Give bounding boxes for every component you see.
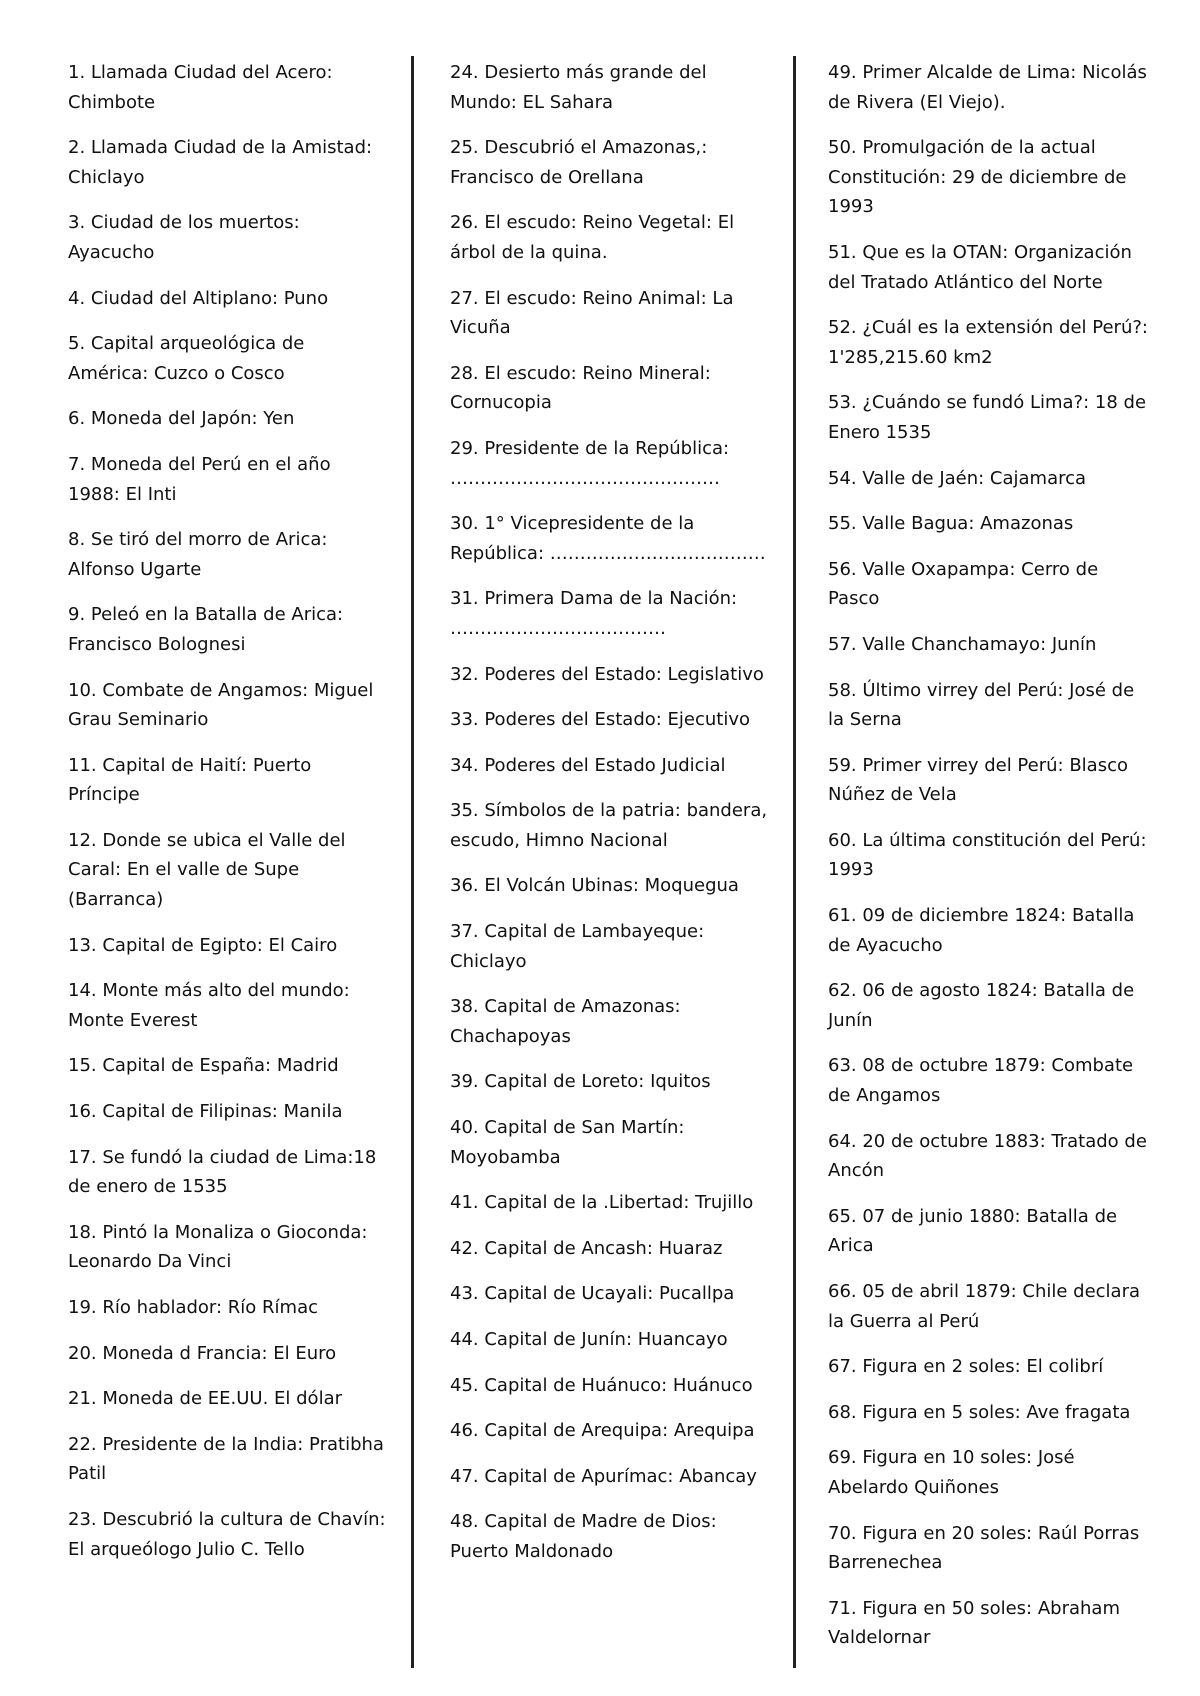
list-item: 3. Ciudad de los muertos: Ayacucho — [68, 212, 300, 263]
list-item: 30. 1° Vicepresidente de la República: ……………………………… — [450, 513, 766, 564]
list-item: 69. Figura en 10 soles: José Abelardo Quiñones — [828, 1447, 1075, 1498]
list-item: 56. Valle Oxapampa: Cerro de Pasco — [828, 558, 1099, 610]
list-item: 11. Capital de Haití: Puerto Príncipe — [68, 754, 312, 806]
list-item: 61. 09 de diciembre 1824: Batalla de Ayacucho — [828, 905, 1135, 956]
list-item: 37. Capital de Lambayeque: Chiclayo — [450, 921, 705, 972]
list-item: 12. Donde se ubica el Valle del Caral: En el valle de Supe (Barranca) — [68, 829, 346, 911]
column-divider-left — [411, 56, 414, 1668]
list-item: 32. Poderes del Estado: Legislativo — [450, 663, 764, 685]
list-item: 68. Figura en 5 soles: Ave fragata — [828, 1401, 1131, 1423]
list-item: 2. Llamada Ciudad de la Amistad: Chiclayo — [68, 137, 373, 188]
column-2 — [450, 58, 770, 1583]
list-item: 26. El escudo: Reino Vegetal: El árbol de la quina. — [450, 212, 735, 263]
list-item: 65. 07 de junio 1880: Batalla de Arica — [828, 1205, 1118, 1257]
list-item: 21. Moneda de EE.UU. El dólar — [68, 1388, 342, 1410]
list-item: 66. 05 de abril 1879: Chile declara la Guerra al Perú — [828, 1281, 1141, 1332]
list-item: 64. 20 de octubre 1883: Tratado de Ancón — [828, 1130, 1147, 1182]
column-3 — [828, 58, 1148, 1669]
list-item: 49. Primer Alcalde de Lima: Nicolás de Rivera (El Viejo). — [828, 62, 1147, 113]
list-item: 53. ¿Cuándo se fundó Lima?: 18 de Enero 1535 — [828, 392, 1147, 443]
list-item: 36. El Volcán Ubinas: Moquegua — [450, 875, 739, 897]
list-item: 17. Se fundó la ciudad de Lima:18 de enero de 1535 — [68, 1146, 377, 1198]
list-item: 1. Llamada Ciudad del Acero: Chimbote — [68, 62, 333, 113]
list-item: 58. Último virrey del Perú: José de la Serna — [828, 679, 1135, 731]
list-item: 8. Se tiró del morro de Arica: Alfonso Ugarte — [68, 529, 328, 580]
list-item: 34. Poderes del Estado Judicial — [450, 754, 726, 776]
list-item: 20. Moneda d Francia: El Euro — [68, 1342, 337, 1364]
list-item: 24. Desierto más grande del Mundo: EL Sahara — [450, 62, 707, 113]
list-item: 63. 08 de octubre 1879: Combate de Angamos — [828, 1055, 1134, 1107]
list-item: 59. Primer virrey del Perú: Blasco Núñez de Vela — [828, 754, 1128, 806]
list-item: 33. Poderes del Estado: Ejecutivo — [450, 709, 751, 731]
list-item: 27. El escudo: Reino Animal: La Vicuña — [450, 287, 734, 339]
list-item: 6. Moneda del Japón: Yen — [68, 408, 295, 430]
list-item: 44. Capital de Junín: Huancayo — [450, 1329, 728, 1350]
column-divider-right — [793, 56, 796, 1668]
list-item: 38. Capital de Amazonas: Chachapoyas — [450, 996, 681, 1047]
list-item: 41. Capital de la .Libertad: Trujillo — [450, 1192, 754, 1214]
list-item: 48. Capital de Madre de Dios: Puerto Maldonado — [450, 1511, 717, 1562]
list-item: 71. Figura en 50 soles: Abraham Valdelornar — [828, 1597, 1120, 1649]
list-item: 62. 06 de agosto 1824: Batalla de Junín — [828, 980, 1135, 1031]
list-item: 10. Combate de Angamos: Miguel Grau Seminario — [68, 679, 374, 731]
list-item: 15. Capital de España: Madrid — [68, 1055, 339, 1077]
list-item: 51. Que es la OTAN: Organización del Tratado Atlántico del Norte — [828, 241, 1132, 293]
list-item: 19. Río hablador: Río Rímac — [68, 1297, 319, 1318]
list-item: 5. Capital arqueológica de América: Cuzco o Cosco — [68, 333, 305, 384]
list-item: 35. Símbolos de la patria: bandera, escudo, Himno Nacional — [450, 800, 768, 851]
list-item: 45. Capital de Huánuco: Huánuco — [450, 1374, 753, 1396]
list-item: 47. Capital de Apurímac: Abancay — [450, 1465, 757, 1487]
list-item: 39. Capital de Loreto: Iquitos — [450, 1071, 711, 1093]
list-item: 54. Valle de Jaén: Cajamarca — [828, 467, 1087, 489]
list-item: 31. Primera Dama de la Nación: ……………………………… — [450, 588, 738, 639]
list-item: 7. Moneda del Perú en el año 1988: El Inti — [68, 453, 331, 505]
list-item: 9. Peleó en la Batalla de Arica: Francisco Bolognesi — [68, 604, 344, 655]
list-item: 52. ¿Cuál es la extensión del Perú?: 1'285,215.60 km2 — [828, 317, 1148, 368]
list-item: 4. Ciudad del Altiplano: Puno — [68, 287, 329, 309]
list-item: 57. Valle Chanchamayo: Junín — [828, 633, 1097, 655]
list-item: 28. El escudo: Reino Mineral: Cornucopia — [450, 362, 711, 414]
list-item: 40. Capital de San Martín: Moyobamba — [450, 1117, 685, 1168]
list-item: 18. Pintó la Monaliza o Gioconda: Leonardo Da Vinci — [68, 1221, 368, 1273]
list-item: 22. Presidente de la India: Pratibha Patil — [68, 1433, 384, 1485]
list-item: 23. Descubrió la cultura de Chavín: El arqueólogo Julio C. Tello — [68, 1508, 386, 1560]
list-item: 13. Capital de Egipto: El Cairo — [68, 934, 338, 956]
list-item: 29. Presidente de la República: ……………………………………… — [450, 437, 730, 489]
list-item: 55. Valle Bagua: Amazonas — [828, 513, 1074, 535]
list-item: 16. Capital de Filipinas: Manila — [68, 1101, 343, 1123]
list-item: 50. Promulgación de la actual Constitución: 29 de diciembre de 1993 — [828, 137, 1127, 218]
list-item: 42. Capital de Ancash: Huaraz — [450, 1237, 723, 1259]
list-item: 25. Descubrió el Amazonas,: Francisco de Orellana — [450, 137, 708, 188]
list-item: 60. La última constitución del Perú: 1993 — [828, 829, 1147, 881]
list-item: 14. Monte más alto del mundo: Monte Everest — [68, 980, 350, 1031]
list-item: 67. Figura en 2 soles: El colibrí — [828, 1356, 1104, 1378]
column-1 — [68, 58, 388, 1580]
list-item: 46. Capital de Arequipa: Arequipa — [450, 1420, 755, 1442]
list-item: 70. Figura en 20 soles: Raúl Porras Barrenechea — [828, 1522, 1140, 1574]
list-item: 43. Capital de Ucayali: Pucallpa — [450, 1283, 735, 1305]
